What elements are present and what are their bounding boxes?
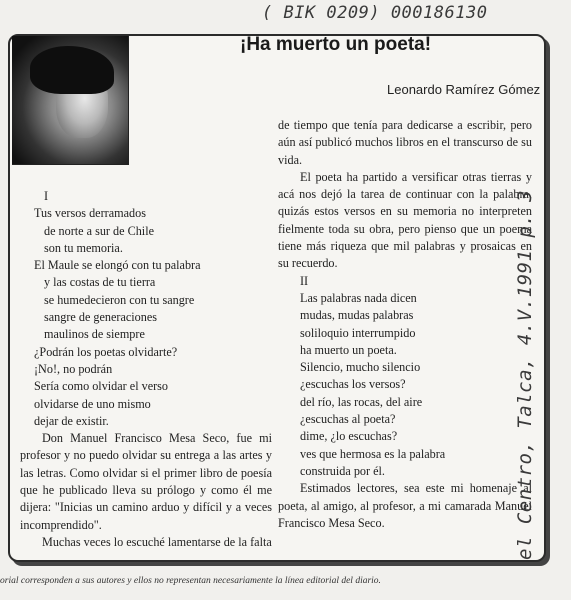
text-line: El poeta ha partido a versificar otras tierras y acá nos dejó la tarea de continuar con la palabra, quizás estos versos en su memoria no interpreten fielmente toda su obra, pero pienso que un poema tiene más riqueza que mil palabras y prosaicas en su recuerdo. (278, 169, 532, 271)
text-line: ¿escuchas los versos? (300, 377, 406, 392)
text-line: construida por él. (300, 463, 385, 478)
right-column (278, 117, 532, 532)
text-line: ha muerto un poeta. (300, 342, 397, 357)
text-line: El Maule se elongó con tu palabra (34, 258, 201, 273)
text-line: Silencio, mucho silencio (300, 360, 421, 375)
handwritten-note: el Centro, Talca, 4.V.1991 p. 3 (514, 189, 536, 560)
text-line: maulinos de siempre (44, 327, 145, 342)
text-line: II (300, 273, 309, 288)
text-line: Tus versos derramados (34, 206, 146, 221)
text-line: sangre de generaciones (44, 310, 158, 325)
text-line: mudas, mudas palabras (300, 308, 414, 323)
text-line: y las costas de tu tierra (44, 275, 156, 290)
text-line: dejar de existir. (34, 413, 109, 428)
text-line: I (44, 189, 49, 203)
text-line: son tu memoria. (44, 240, 123, 255)
text-line: Las palabras nada dicen (300, 290, 417, 305)
text-line: Don Manuel Francisco Mesa Seco, fue mi profesor y no puedo olvidar su entrega a las artes y las letras. Como olvidar si el primer libro de poesía que he publicado lleva su prólogo y como él me dijera: "Inicias un camino arduo y difícil y a veces incomprendido". (20, 431, 272, 532)
text-line: dime, ¿lo escuchas? (300, 429, 398, 444)
text-line: olvidarse de uno mismo (34, 396, 151, 411)
left-column (20, 188, 272, 551)
text-line: ¿Podrán los poetas olvidarte? (34, 344, 178, 359)
footer-disclaimer: orial corresponden a sus autores y ellos no representan necesariamente la línea editorial del diario. (0, 576, 381, 586)
article-title: ¡Ha muerto un poeta! (240, 34, 432, 55)
text-line: Sería como olvidar el verso (34, 379, 169, 394)
text-line: soliloquio interrumpido (300, 325, 416, 340)
text-line: ¿escuchas al poeta? (300, 412, 396, 427)
text-line: Estimados lectores, sea este mi homenaje al poeta, al amigo, al profesor, a mi camarada Manuel Francisco Mesa Seco. (278, 481, 532, 530)
author-photo (12, 36, 129, 165)
text-line: Muchas veces lo escuché lamentarse de la falta (42, 534, 272, 549)
text-line: de tiempo que tenía para dedicarse a escribir, pero aún así publicó muchos libros en el transcurso de su vida. (278, 118, 532, 167)
text-line: ¡No!, no podrán (34, 361, 113, 376)
text-line: se humedecieron con tu sangre (44, 292, 195, 307)
text-line: del río, las rocas, del aire (300, 394, 423, 409)
archive-code: ( BIK 0209) 000186130 (262, 3, 488, 23)
text-line: ves que hermosa es la palabra (300, 446, 446, 461)
hair-shape (30, 46, 114, 94)
article-author: Leonardo Ramírez Gómez (387, 82, 541, 97)
text-line: de norte a sur de Chile (44, 223, 154, 238)
